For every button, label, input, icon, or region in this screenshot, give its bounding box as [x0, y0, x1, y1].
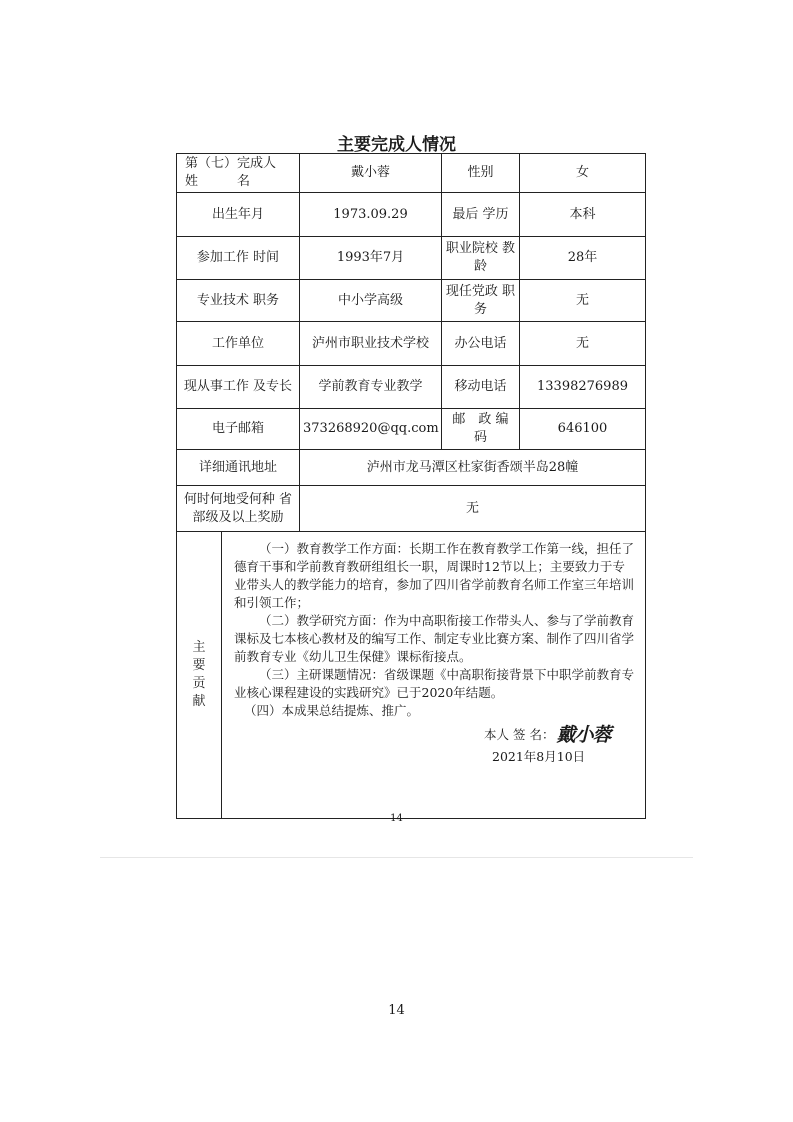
birth-label: 出生年月 — [177, 193, 300, 237]
address-label: 详细通讯地址 — [177, 450, 300, 486]
signature-block — [234, 724, 635, 768]
contribution-paragraph-1: （一）教育教学工作方面：长期工作在教育教学工作第一线，担任了德育干事和学前教育教研组组长一职，周课时12节以上；主要致力于专业带头人的教学能力的培育，参加了四川省学前教育名师工作室三年培训和引领工作； — [234, 541, 635, 610]
table-row — [177, 237, 646, 280]
table-row — [177, 486, 646, 532]
email-label: 电子邮箱 — [177, 409, 300, 450]
table-row — [177, 322, 646, 366]
specialty-label: 现从事工作 及专长 — [177, 366, 300, 409]
awards-label: 何时何地受何种 省部级及以上奖励 — [177, 486, 300, 532]
work-start-value: 1993年7月 — [300, 237, 442, 280]
awards-value: 无 — [300, 486, 646, 532]
education-label: 最后 学历 — [442, 193, 520, 237]
work-unit-label: 工作单位 — [177, 322, 300, 366]
page-separator — [100, 857, 693, 858]
table-row — [177, 154, 646, 193]
completion-person-table — [176, 153, 646, 819]
page-title: 主要完成人情况 — [337, 135, 456, 155]
contribution-paragraph-4: （四）本成果总结提炼、推广。 — [244, 703, 420, 718]
contribution-paragraph-3: （三）主研课题情况：省级课题《中高职衔接背景下中职学前教育专业核心课程建设的实践研究》已于2020年结题。 — [234, 667, 635, 700]
postcode-value: 646100 — [520, 409, 646, 450]
education-value: 本科 — [520, 193, 646, 237]
work-unit-value: 泸州市职业技术学校 — [300, 322, 442, 366]
outer-page-number: 14 — [388, 1003, 405, 1018]
birth-value: 1973.09.29 — [300, 193, 442, 237]
postcode-label: 邮 政 编 码 — [442, 409, 520, 450]
office-phone-label: 办公电话 — [442, 322, 520, 366]
gender-value: 女 — [520, 154, 646, 193]
signature-label: 本人 签 名： — [484, 727, 555, 742]
professional-title-value: 中小学高级 — [300, 280, 442, 322]
inner-page-number: 14 — [390, 813, 403, 824]
contribution-paragraph-2: （二）教学研究方面：作为中高职衔接工作带头人、参与了学前教育课标及七本核心教材及的编写工作、制定专业比赛方案、制作了四川省学前教育专业《幼儿卫生保健》课标衔接点。 — [234, 613, 635, 664]
table-row — [177, 366, 646, 409]
name-value: 戴小蓉 — [300, 154, 442, 193]
side-char: 献 — [192, 694, 206, 709]
table-row — [177, 280, 646, 322]
contributions-inner — [177, 532, 645, 818]
table-row — [177, 409, 646, 450]
signature: 戴小蓉 — [556, 724, 611, 746]
gender-label: 性别 — [442, 154, 520, 193]
teaching-years-label: 职业院校 教龄 — [442, 237, 520, 280]
party-position-label: 现任党政 职务 — [442, 280, 520, 322]
name-label — [177, 154, 300, 193]
email-value: 373268920@qq.com — [300, 409, 442, 450]
side-char: 贡 — [192, 676, 206, 691]
contributions-body — [222, 532, 646, 818]
office-phone-value: 无 — [520, 322, 646, 366]
specialty-value: 学前教育专业教学 — [300, 366, 442, 409]
side-char: 要 — [192, 658, 206, 673]
address-value: 泸州市龙马潭区杜家街香颂半岛28幢 — [300, 450, 646, 486]
mobile-value: 13398276989 — [520, 366, 646, 409]
table-row — [177, 193, 646, 237]
name-label-line2: 姓 名 — [185, 174, 251, 189]
mobile-label: 移动电话 — [442, 366, 520, 409]
side-char: 主 — [192, 640, 206, 655]
contributions-label — [177, 532, 222, 818]
professional-title-label: 专业技术 职务 — [177, 280, 300, 322]
table-row — [177, 532, 646, 819]
teaching-years-value: 28年 — [520, 237, 646, 280]
work-start-label: 参加工作 时间 — [177, 237, 300, 280]
contributions-cell — [177, 532, 646, 819]
name-label-line1: 第（七）完成人 — [185, 156, 277, 171]
party-position-value: 无 — [520, 280, 646, 322]
table-row — [177, 450, 646, 486]
signature-date: 2021年8月10日 — [492, 749, 586, 764]
